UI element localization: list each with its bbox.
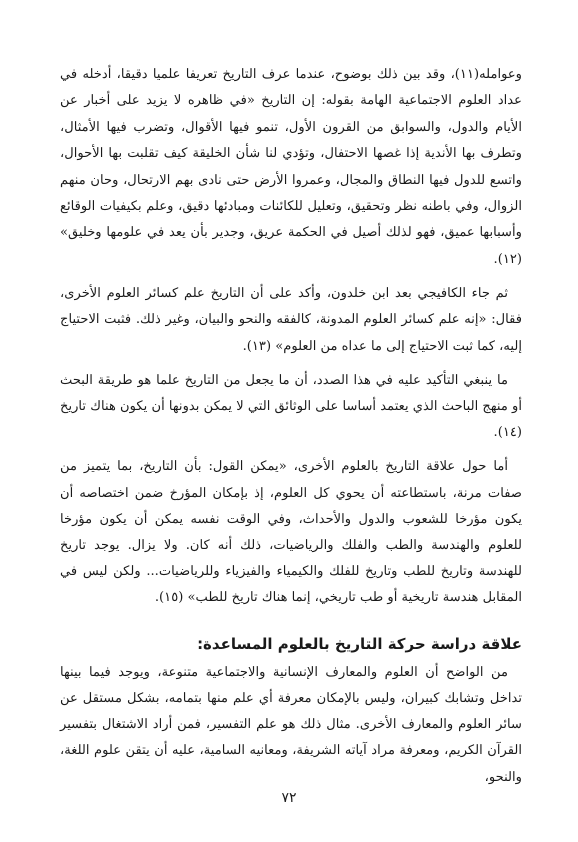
paragraph-research-method: ما ينبغي التأكيد عليه في هذا الصدد، أن ما يجعل من التاريخ علما هو طريقة البحث أو منهج الباحث الذي يعتمد أساسا على الوثائق التي لا يمكن بدونها أن يكون هناك تاريخ (١٤). (60, 372, 522, 441)
paragraph-auxiliary-sciences: من الواضح أن العلوم والمعارف الإنسانية والاجتماعية متنوعة، ويوجد فيما بينها تداخل وتشابك كبيران، وليس بالإمكان معرفة أي علم منها بتمامه، بشكل مستقل عن سائر العلوم والمعارف الأخرى. مثال ذلك هو علم التفسير، فمن أراد الاشتغال بتفسير القرآن الكريم، ومعرفة مراد آياته الشريفة، ومعانيه السامية، عليه أن يتقن علوم اللغة، والنحو، (60, 664, 522, 785)
paragraph-history-relation: أما حول علاقة التاريخ بالعلوم الأخرى، «يمكن القول: بأن التاريخ، بما يتميز من صفات مرنة، باستطاعته أن يحوي كل العلوم، إذ بإمكان المؤرخ ضمن اختصاصه أن يكون مؤرخا للشعوب والدول والأحداث، وفي الوقت نفسه يمكن أن يكون مؤرخا للعلوم والهندسة والطب والفلك والرياضيات، ذلك أنه كان. ولا يزال. يوجد تاريخ للهندسة وتاريخ للطب وتاريخ للفلك والكيمياء والفيزياء وللرياضيات... ولكن ليس في المقابل هندسة تاريخية أو طب تاريخي، إنما هناك تاريخ للطب» (١٥). (60, 459, 522, 606)
paragraph-kafiji: ثم جاء الكافيجي بعد ابن خلدون، وأكد على أن التاريخ علم كسائر العلوم الأخرى، فقال: «إنه علم كسائر العلوم المدونة، كالفقه والنحو والبيان، وغير ذلك. فثبت الاحتياج إليه، كما ثبت الاحتياج إلى ما عداه من العلوم» (١٣). (60, 286, 522, 354)
page-number: ٧٢ (281, 790, 297, 806)
section-heading: علاقة دراسة حركة التاريخ بالعلوم المساعدة: (197, 634, 522, 653)
paragraph-ibn-khaldun-definition: وعوامله(١١)، وقد بين ذلك بوضوح، عندما عرف التاريخ تعريفا علميا دقيقا، أدخله في عداد العلوم الاجتماعية الهامة بقوله: إن التاريخ «في ظاهره لا يزيد على أخبار عن الأيام والدول، والسوابق من القرون الأول، تنمو فيها الأقوال، وتضرب فيها الأمثال، وتطرف بها الأندية إذا غصها الاحتفال، وتؤدي لنا شأن الخليقة كيف تقلبت بها الأحوال، واتسع للدول فيها النطاق والمجال، وعمروا الأرض حتى نادى بهم الارتحال، وحان منهم الزوال، وفي باطنه نظر وتحقيق، وتعليل للكائنات ومبادئها دقيق، وعلم بكيفيات الوقائع وأسبابها عميق، فهو لذلك أصيل في الحكمة عريق، وجدير بأن يعد في علومها وخليق» (١٢). (60, 67, 522, 267)
